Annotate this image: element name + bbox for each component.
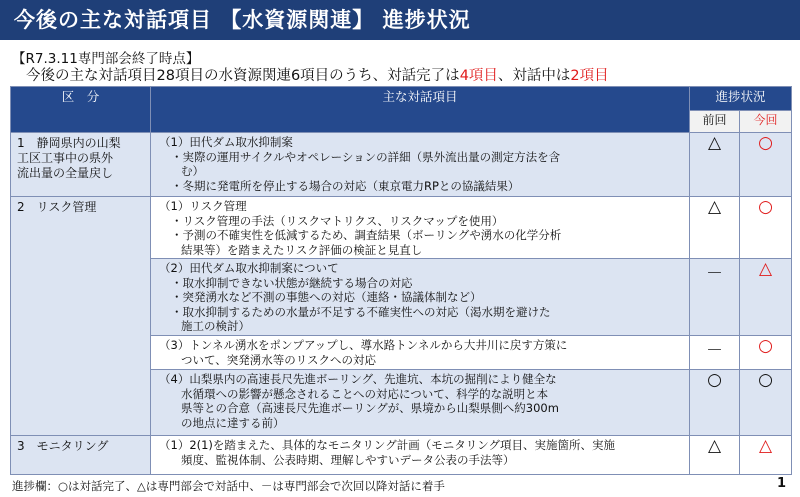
item-line: ・突発湧水など不測の事態への対応（連絡・協議体制など）: [171, 290, 482, 304]
status-now: ○: [740, 336, 792, 370]
item-heading: （4）山梨県内の高速長尺先進ボーリング、先進坑、本坑の掘削により健全な: [159, 372, 557, 386]
summary-middle: 、対話中は: [497, 68, 571, 84]
item-line: 県等との合意（高速長尺先進ボーリングが、県境から山梨県側へ約300m: [181, 401, 559, 415]
item-line: ・取水抑制できない状態が継続する場合の対応: [171, 275, 413, 290]
header-progress: 進捗状況: [690, 87, 792, 111]
table-row: [11, 133, 792, 197]
item-heading: （1）田代ダム取水抑制案: [159, 135, 293, 149]
item-cell: [151, 336, 690, 370]
header-now: 今回: [740, 111, 792, 133]
item-cell: [151, 259, 690, 336]
status-now: ○: [740, 197, 792, 259]
ongoing-count: 2項目: [570, 68, 609, 84]
status-now: △: [740, 436, 792, 475]
status-date: 【R7.3.11専門部会終了時点】: [12, 51, 200, 67]
status-prev: －: [690, 336, 740, 370]
item-line: の地点に達する前）: [181, 415, 285, 430]
item-heading: （1）リスク管理: [159, 199, 247, 213]
status-prev: △: [690, 197, 740, 259]
item-cell: [151, 436, 690, 475]
category-cell: [11, 133, 151, 197]
item-heading: （2）田代ダム取水抑制案について: [159, 261, 339, 275]
summary-line: [26, 64, 609, 85]
header-category: 区 分: [11, 87, 151, 133]
status-prev: －: [690, 259, 740, 336]
page-title: 今後の主な対話項目 【水資源関連】 進捗状況: [0, 0, 800, 40]
summary-prefix: 今後の主な対話項目28項目の水資源関連6項目のうち、対話完了は: [26, 68, 460, 84]
item-line: 結果等）を踏まえたリスク評価の検証と見直し: [181, 242, 423, 257]
item-line: ・予測の不確実性を低減するため、調査結果（ボーリングや湧水の化学分析: [171, 228, 562, 242]
status-now: ○: [740, 370, 792, 436]
item-line: む）: [181, 164, 204, 178]
header-items: 主な対話項目: [151, 87, 690, 133]
item-line: 施工の検討）: [181, 319, 250, 333]
status-now: △: [740, 259, 792, 336]
item-cell: [151, 197, 690, 259]
category-label: 工区工事中の県外: [17, 151, 114, 165]
table-row: [11, 197, 792, 259]
category-label: 1 静岡県内の山梨: [17, 136, 121, 150]
status-prev: △: [690, 436, 740, 475]
page-number: 1: [776, 476, 786, 491]
item-cell: [151, 370, 690, 436]
completed-count: 4項目: [459, 68, 498, 84]
progress-table: [10, 86, 792, 475]
item-line: 頻度、監視体制、公表時期、理解しやすいデータ公表の手法等）: [181, 452, 515, 467]
header-prev: 前回: [690, 111, 740, 133]
item-line: ・実際の運用サイクルやオペレーションの詳細（県外流出量の測定方法を含: [171, 149, 561, 164]
item-line: ・リスク管理の手法（リスクマトリクス、リスクマップを使用）: [171, 213, 504, 228]
status-prev: ○: [690, 370, 740, 436]
status-now: ○: [740, 133, 792, 197]
item-heading: （3）トンネル湧水をポンプアップし、導水路トンネルから大井川に戻す方策に: [159, 338, 568, 352]
item-line: ・冬期に発電所を停止する場合の対応（東京電力RPとの協議結果）: [171, 178, 520, 193]
item-line: 水循環への影響が懸念されることへの対応について、科学的な説明と本: [181, 386, 549, 401]
legend-note: 進捗欄：○は対話完了、△は専門部会で対話中、－は専門部会で次回以降対話に着手: [12, 479, 445, 493]
category-label: 流出量の全量戻し: [17, 166, 114, 180]
item-line: ついて、突発湧水等のリスクへの対応: [181, 352, 377, 367]
table-row: [11, 436, 792, 475]
item-cell: [151, 133, 690, 197]
item-heading: （1）2(1)を踏まえた、具体的なモニタリング計画（モニタリング項目、実施箇所、実施: [159, 438, 615, 452]
category-label: 2 リスク管理: [17, 200, 97, 214]
category-cell: [11, 197, 151, 436]
category-cell: [11, 436, 151, 475]
category-label: 3 モニタリング: [17, 439, 109, 453]
item-line: ・取水抑制するための水量が不足する不確実性への対応（渇水期を避けた: [171, 304, 551, 319]
status-prev: △: [690, 133, 740, 197]
